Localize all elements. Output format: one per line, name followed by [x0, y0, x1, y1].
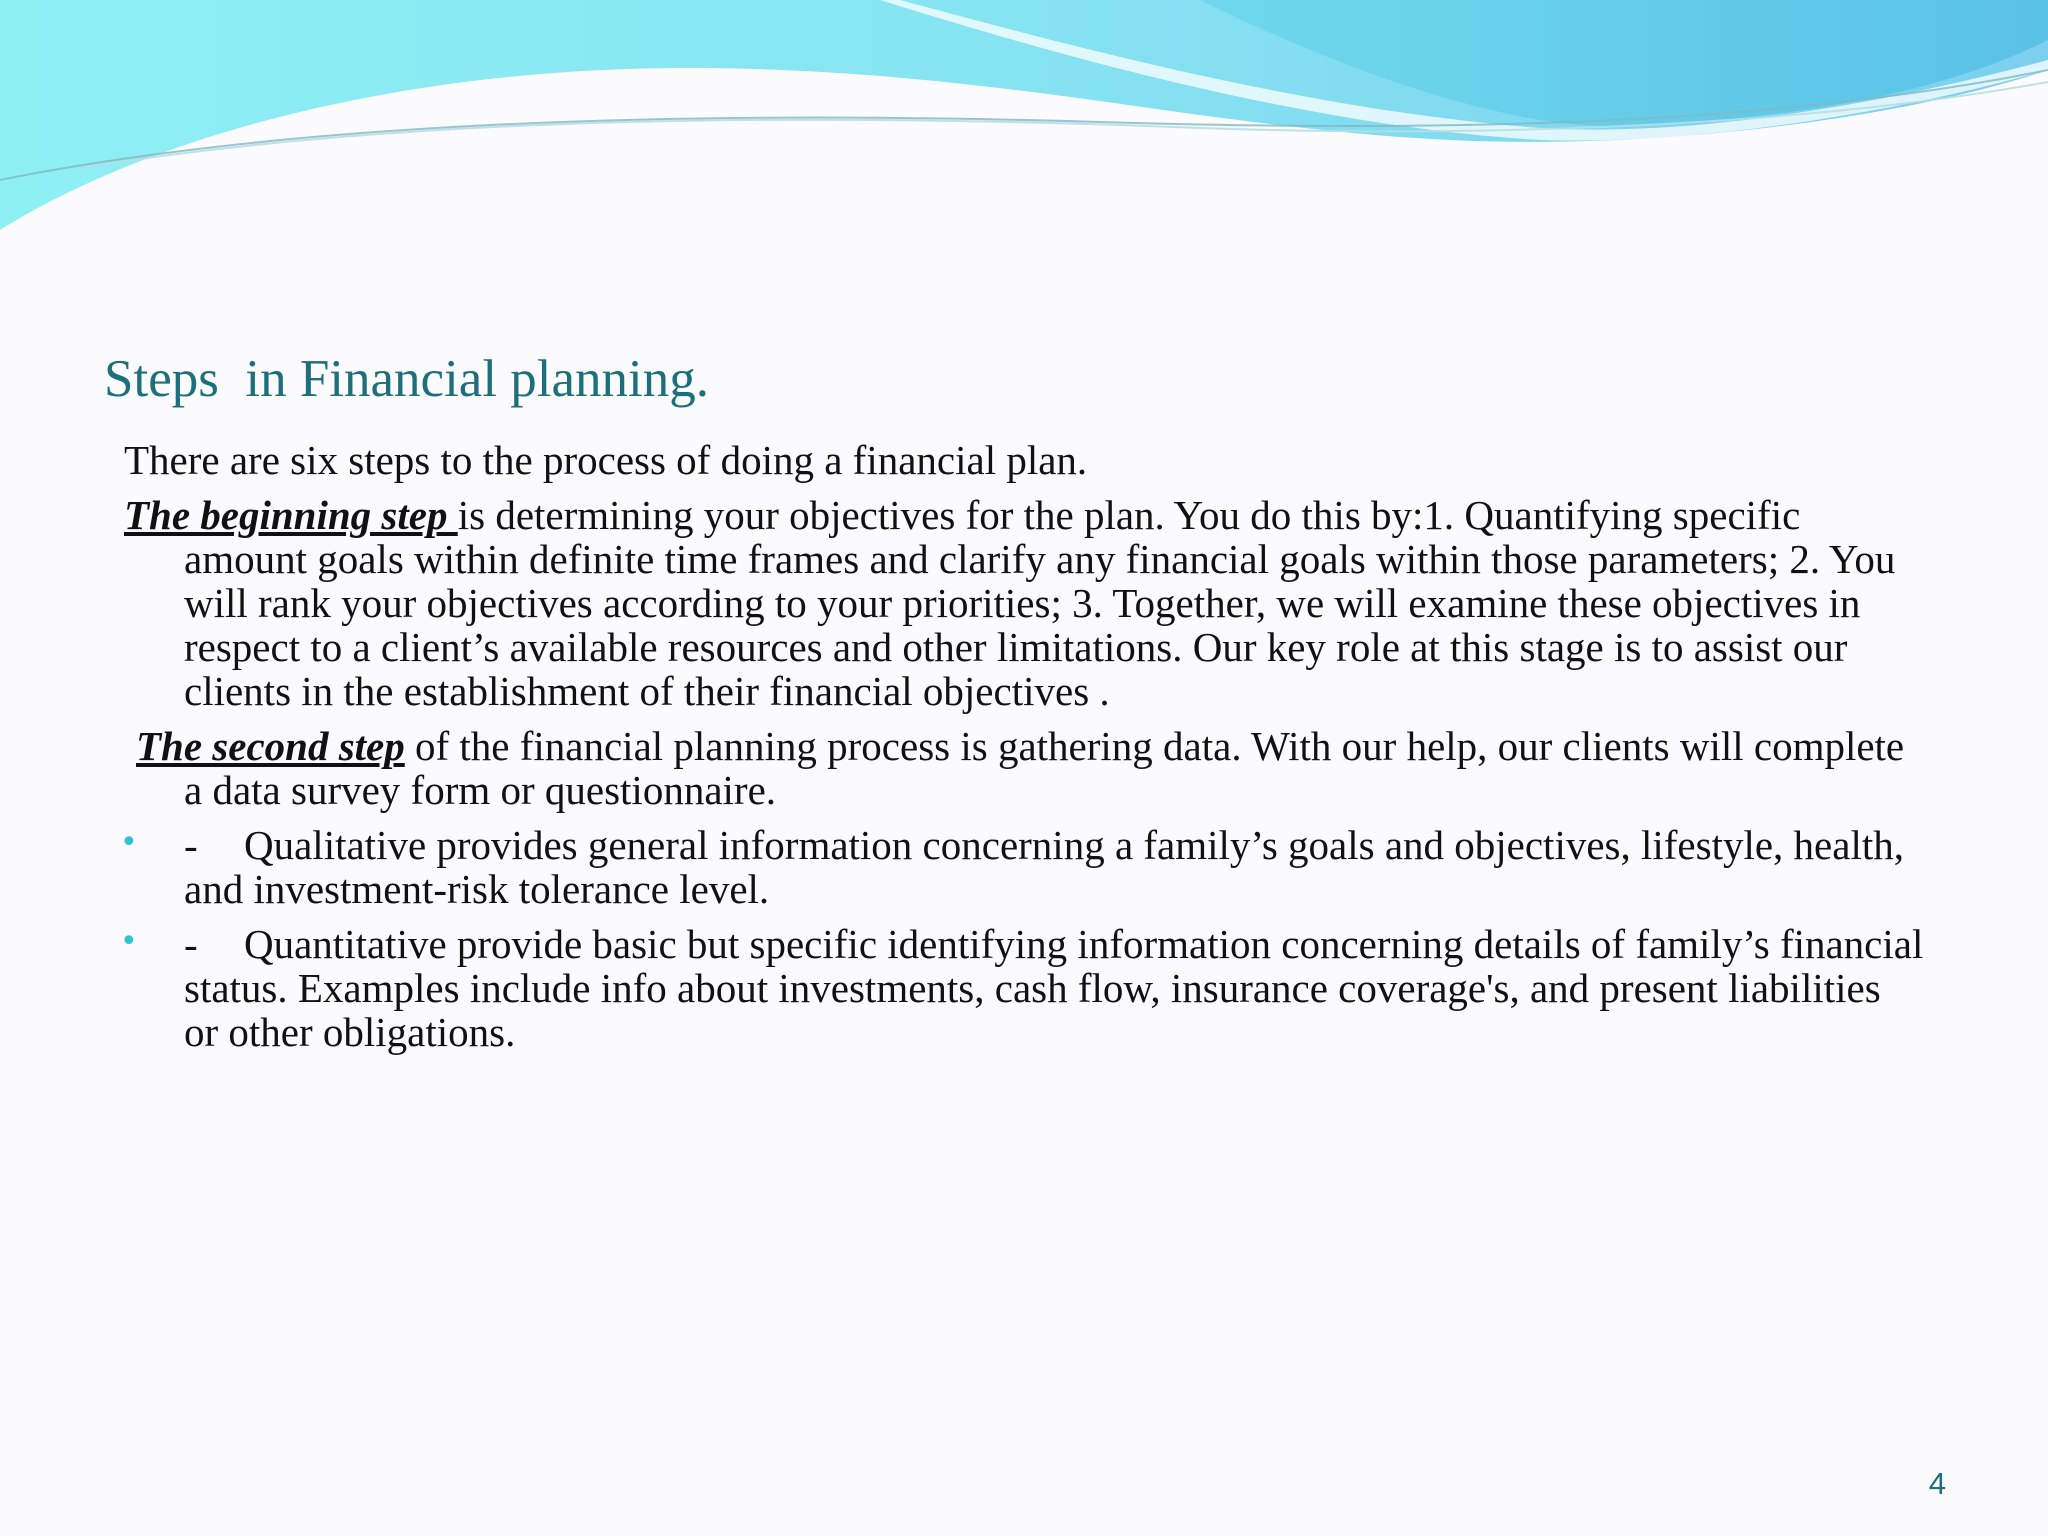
step-one-lead: The beginning step: [124, 492, 458, 538]
step-two-text: of the financial planning process is gathering data. With our help, our clients will complete a data survey form or questionnaire.: [184, 723, 1905, 813]
bullet-dash: -: [184, 921, 198, 967]
bullet-qualitative: [120, 822, 1924, 912]
intro-paragraph: [124, 438, 1924, 482]
bullet-quantitative-text: Quantitative provide basic but specific identifying information concerning details of family’s financial status. Examples include info about investments, cash flow, insurance coverage's, and present liabilities or other obligations.: [184, 921, 1924, 1055]
step-two-paragraph: [124, 724, 1924, 812]
page-number: 4: [1928, 1466, 1946, 1501]
step-one-text: is determining your objectives for the plan. You do this by:1. Quantifying specific amount goals within definite time frames and clarify any financial goals within those parameters; 2. You will rank your objectives according to your priorities; 3. Together, we will examine these objectives in respect to a client’s available resources and other limitations. Our key role at this stage is to assist our clients in the establishment of their financial objectives .: [184, 492, 1896, 714]
step-one-paragraph: [124, 493, 1924, 713]
slide-title: Steps in Financial planning.: [104, 350, 710, 408]
intro-text: There are six steps to the process of doing a financial plan.: [124, 437, 1088, 483]
bullet-qualitative-text: Qualitative provides general information concerning a family’s goals and objectives, lifestyle, health, and investment-risk tolerance level.: [184, 822, 1904, 912]
bullet-dot-icon: •: [120, 825, 138, 860]
header-wave-decoration: [0, 0, 2048, 240]
bullet-quantitative: [120, 921, 1924, 1055]
bullet-dot-icon: •: [120, 924, 138, 959]
bullet-dash: -: [184, 822, 198, 868]
step-two-lead: The second step: [136, 723, 405, 769]
slide-body: [120, 437, 1924, 1065]
